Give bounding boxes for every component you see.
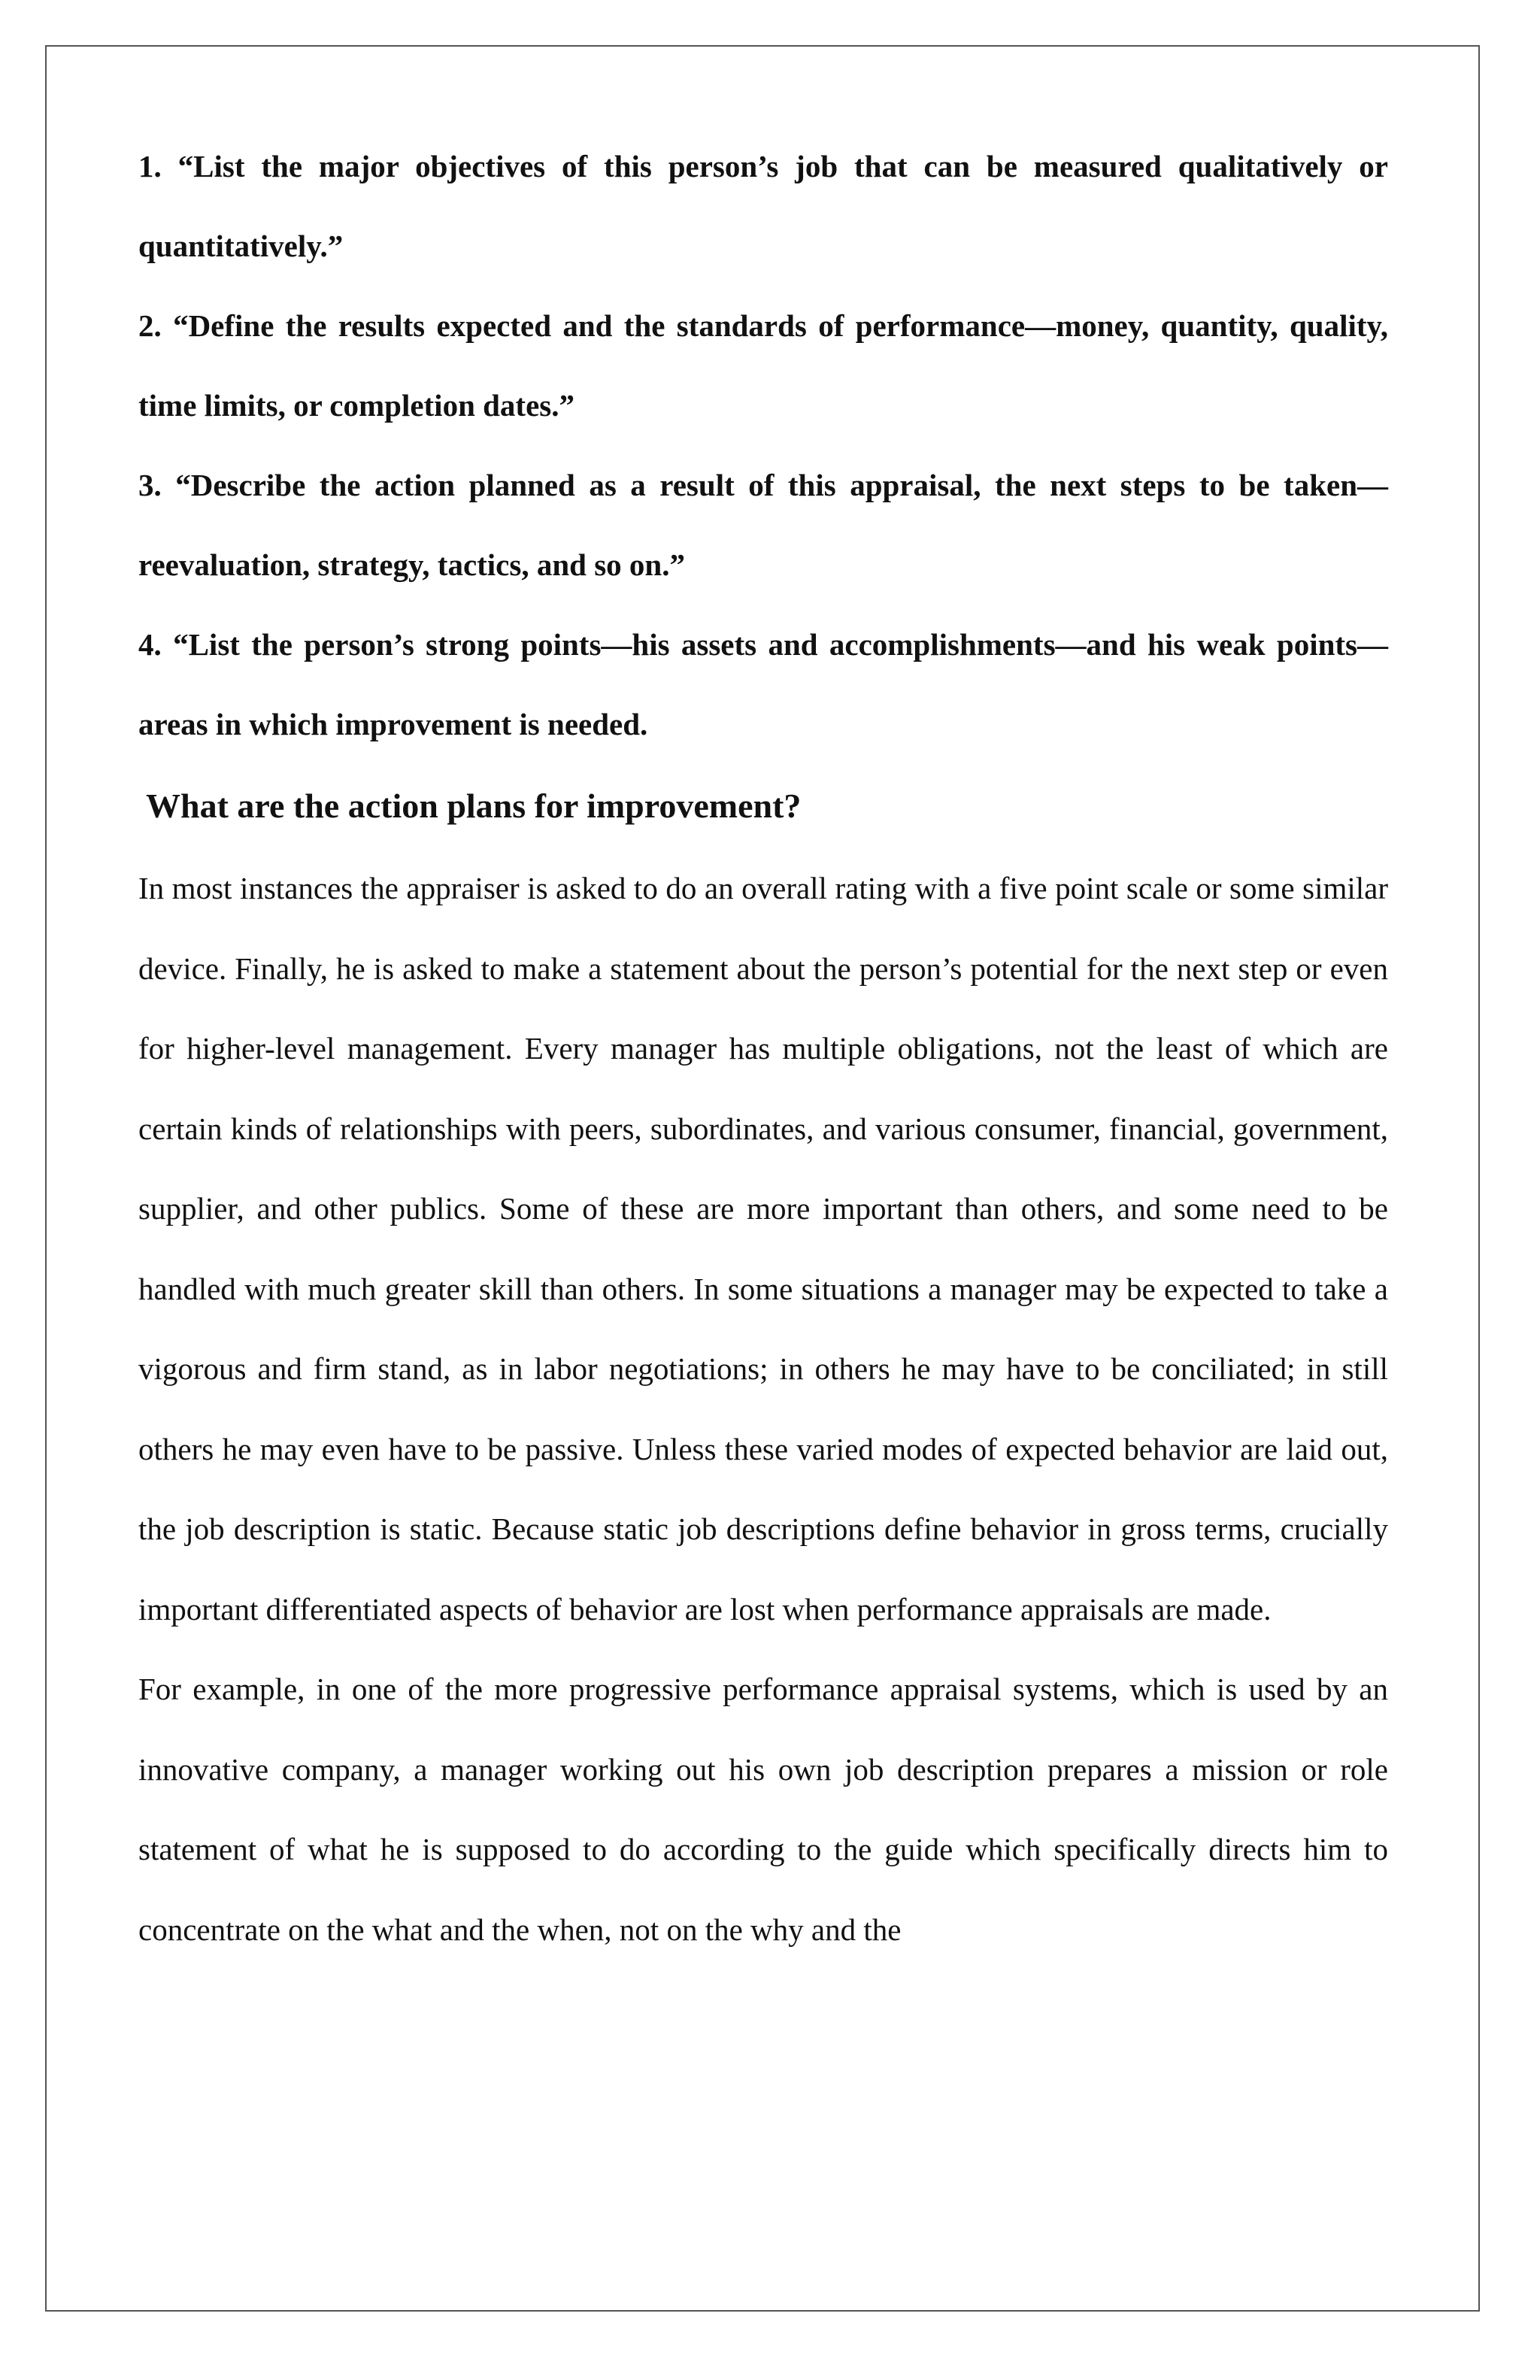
list-item-3: 3. “Describe the action planned as a result of this appraisal, the next steps to be taken—reevaluation, strategy, tactics, and so on.” [138, 468, 1388, 582]
paragraph-2: For example, in one of the more progressive performance appraisal systems, which is used by an innovative company, a manager working out his own job description prepares a mission or role statement of what he is supposed to do according to the guide which specifically directs him to concentrate on the what and the when, not on the why and the [138, 1672, 1388, 1947]
paragraph-1: In most instances the appraiser is asked to do an overall rating with a five point scale or some similar device. Finally, he is asked to make a statement about the person’s potential for the next step or even for higher-level management. Every manager has multiple obligations, not the least of which are certain kinds of relationships with peers, subordinates, and various consumer, financial, government, supplier, and other publics. Some of these are more important than others, and some need to be handled with much greater skill than others. In some situations a manager may be expected to take a vigorous and firm stand, as in labor negotiations; in others he may have to be conciliated; in still others he may even have to be passive. Unless these varied modes of expected behavior are laid out, the job description is static. Because static job descriptions define behavior in gross terms, crucially important differentiated aspects of behavior are lost when performance appraisals are made. [138, 871, 1388, 1627]
list-item-4: 4. “List the person’s strong points—his assets and accomplishments—and his weak points—areas in which improvement is needed. [138, 627, 1388, 741]
page-content [138, 126, 1388, 1969]
list-item-2: 2. “Define the results expected and the standards of performance—money, quantity, quality, time limits, or completion dates.” [138, 308, 1388, 423]
section-heading: What are the action plans for improvement? [146, 787, 802, 825]
list-item-1: 1. “List the major objectives of this person’s job that can be measured qualitatively or quantitatively.” [138, 149, 1388, 263]
